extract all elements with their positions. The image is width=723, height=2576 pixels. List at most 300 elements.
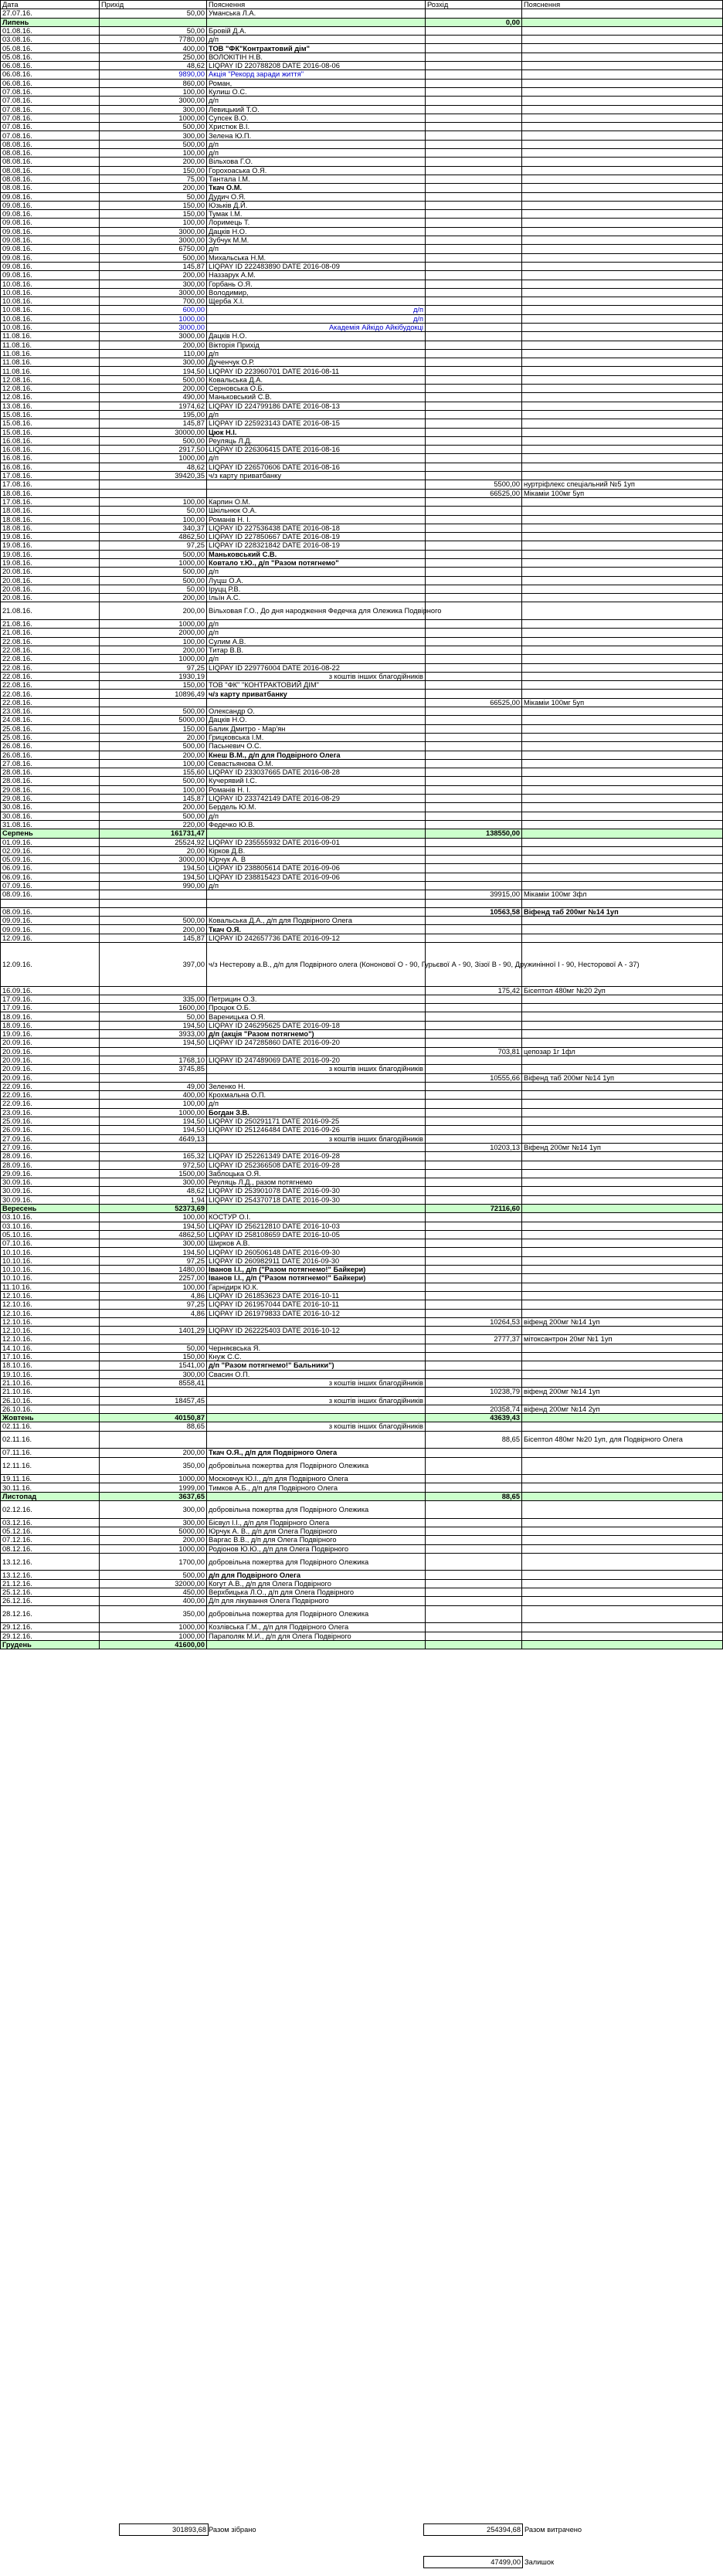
cell-expense[interactable]	[426, 1213, 522, 1222]
cell-income[interactable]: 200,00	[100, 594, 207, 602]
cell-date[interactable]: 18.09.16.	[1, 1021, 100, 1029]
cell-income-note[interactable]	[207, 1640, 426, 1649]
cell-date[interactable]: 07.08.16.	[1, 105, 100, 114]
cell-income[interactable]: 4,86	[100, 1309, 207, 1317]
cell-income-note[interactable]: LIQPAY ID 223960701 DATE 2016-08-11	[207, 367, 426, 375]
cell-date[interactable]: 30.09.16.	[1, 1195, 100, 1204]
cell-income[interactable]: 97,25	[100, 541, 207, 550]
cell-expense[interactable]	[426, 1039, 522, 1047]
cell-income[interactable]: 972,50	[100, 1161, 207, 1169]
cell-expense[interactable]	[426, 44, 522, 53]
cell-income[interactable]	[100, 1073, 207, 1082]
cell-date[interactable]: 08.08.16.	[1, 149, 100, 158]
cell-expense-note[interactable]: Бісептол 480мг №20 2уп	[522, 986, 723, 995]
cell-expense-note[interactable]	[522, 26, 723, 35]
cell-date[interactable]: 08.08.16.	[1, 140, 100, 148]
cell-date[interactable]: 22.09.16.	[1, 1091, 100, 1100]
cell-expense[interactable]	[426, 707, 522, 716]
cell-date[interactable]: 11.08.16.	[1, 358, 100, 367]
cell-expense[interactable]: 175,42	[426, 986, 522, 995]
header-date[interactable]: Дата	[1, 1, 100, 9]
cell-income-note[interactable]: LIQPAY ID 227536438 DATE 2016-08-18	[207, 524, 426, 532]
header-expense-note[interactable]: Пояснення	[522, 1, 723, 9]
cell-income[interactable]: 150,00	[100, 201, 207, 209]
cell-income[interactable]: 100,00	[100, 1283, 207, 1291]
cell-expense[interactable]	[426, 393, 522, 402]
cell-expense-note[interactable]	[522, 1021, 723, 1029]
cell-income-note[interactable]: LIQPAY ID 261979833 DATE 2016-10-12	[207, 1309, 426, 1317]
cell-expense[interactable]	[426, 1457, 522, 1475]
cell-income-note[interactable]: LIQPAY ID 238815423 DATE 2016-09-06	[207, 873, 426, 881]
cell-income-note[interactable]: LIQPAY ID 225923143 DATE 2016-08-15	[207, 419, 426, 428]
cell-income-note[interactable]: д/п "Разом потягнемо!" Бальники")	[207, 1361, 426, 1370]
cell-expense-note[interactable]	[522, 1483, 723, 1492]
cell-expense[interactable]	[426, 236, 522, 245]
cell-date[interactable]: 26.10.16.	[1, 1405, 100, 1413]
cell-date[interactable]: 03.10.16.	[1, 1222, 100, 1230]
cell-income[interactable]: 1480,00	[100, 1266, 207, 1274]
cell-date[interactable]: 22.08.16.	[1, 646, 100, 654]
cell-income[interactable]: 1974,62	[100, 402, 207, 410]
cell-income-note[interactable]: Гарнідирк Ю.К.	[207, 1283, 426, 1291]
cell-income[interactable]: 990,00	[100, 881, 207, 890]
cell-income[interactable]: 300,00	[100, 1178, 207, 1187]
cell-income[interactable]: 150,00	[100, 681, 207, 690]
cell-income-note[interactable]	[207, 899, 426, 907]
cell-expense[interactable]: 66525,00	[426, 698, 522, 707]
cell-income-note[interactable]: Луцш О.А.	[207, 576, 426, 585]
cell-expense-note[interactable]	[522, 803, 723, 812]
cell-income[interactable]: 350,00	[100, 1605, 207, 1623]
cell-date[interactable]: 21.08.16.	[1, 620, 100, 629]
cell-expense-note[interactable]	[522, 795, 723, 803]
cell-date[interactable]: 29.12.16.	[1, 1623, 100, 1632]
cell-income-note[interactable]: Титар В.В.	[207, 646, 426, 654]
cell-expense[interactable]	[426, 690, 522, 698]
cell-date[interactable]: 25.12.16.	[1, 1588, 100, 1597]
cell-income-note[interactable]: д/п	[207, 149, 426, 158]
cell-expense-note[interactable]	[522, 1108, 723, 1117]
cell-date[interactable]: 29.08.16.	[1, 785, 100, 794]
cell-income-note[interactable]: LIQPAY ID 238805614 DATE 2016-09-06	[207, 864, 426, 873]
cell-income-note[interactable]: д/п	[207, 314, 426, 323]
cell-income[interactable]: 100,00	[100, 759, 207, 768]
cell-income[interactable]: 145,87	[100, 262, 207, 270]
cell-expense[interactable]: 10238,79	[426, 1388, 522, 1396]
cell-expense[interactable]	[426, 672, 522, 680]
cell-income[interactable]: 500,00	[100, 742, 207, 751]
cell-income[interactable]: 1000,00	[100, 1108, 207, 1117]
cell-expense-note[interactable]	[522, 934, 723, 942]
cell-expense[interactable]	[426, 1291, 522, 1300]
cell-date[interactable]: 26.08.16.	[1, 751, 100, 759]
total-raised-value[interactable]: 301893,68	[119, 2523, 209, 2536]
cell-income[interactable]	[100, 986, 207, 995]
cell-income[interactable]: 1500,00	[100, 1169, 207, 1178]
cell-date[interactable]: 26.09.16.	[1, 1126, 100, 1134]
cell-income-note[interactable]: Левицький Т.О.	[207, 105, 426, 114]
cell-income[interactable]: 300,00	[100, 131, 207, 140]
cell-expense-note[interactable]	[522, 672, 723, 680]
cell-income[interactable]: 110,00	[100, 349, 207, 358]
cell-income[interactable]	[100, 489, 207, 497]
cell-expense-note[interactable]: Віфенд 200мг №14 1уп	[522, 1143, 723, 1151]
cell-date[interactable]: 09.08.16.	[1, 227, 100, 236]
cell-date[interactable]: 06.09.16.	[1, 864, 100, 873]
cell-income-note[interactable]: Роман,	[207, 79, 426, 87]
cell-income[interactable]: 450,00	[100, 1588, 207, 1597]
cell-expense[interactable]	[426, 838, 522, 846]
cell-expense[interactable]	[426, 576, 522, 585]
cell-income[interactable]: 700,00	[100, 297, 207, 306]
cell-expense[interactable]	[426, 1536, 522, 1544]
cell-expense[interactable]	[426, 410, 522, 419]
cell-expense[interactable]	[426, 1327, 522, 1335]
cell-income[interactable]: 1768,10	[100, 1056, 207, 1064]
cell-expense-note[interactable]	[522, 227, 723, 236]
cell-expense[interactable]	[426, 881, 522, 890]
cell-income[interactable]: 100,00	[100, 149, 207, 158]
cell-date[interactable]: 11.10.16.	[1, 1283, 100, 1291]
cell-date[interactable]: 07.08.16.	[1, 97, 100, 105]
cell-expense-note[interactable]: Мікаміи 100мг 5уп	[522, 698, 723, 707]
cell-date[interactable]: 26.08.16.	[1, 742, 100, 751]
cell-income[interactable]	[100, 899, 207, 907]
cell-expense[interactable]: 10555,66	[426, 1073, 522, 1082]
header-income-note[interactable]: Пояснення	[207, 1, 426, 9]
cell-expense-note[interactable]	[522, 402, 723, 410]
cell-income[interactable]: 100,00	[100, 785, 207, 794]
cell-income-note[interactable]	[207, 489, 426, 497]
cell-expense[interactable]	[426, 140, 522, 148]
cell-expense-note[interactable]	[522, 36, 723, 44]
cell-expense-note[interactable]	[522, 1597, 723, 1605]
cell-date[interactable]: 30.08.16.	[1, 812, 100, 820]
cell-income[interactable]: 50,00	[100, 26, 207, 35]
cell-expense[interactable]	[426, 1126, 522, 1134]
cell-expense[interactable]	[426, 785, 522, 794]
cell-income[interactable]: 9890,00	[100, 70, 207, 79]
cell-expense[interactable]	[426, 158, 522, 166]
cell-income[interactable]: 1,94	[100, 1195, 207, 1204]
cell-date[interactable]: 27.09.16.	[1, 1143, 100, 1151]
cell-date[interactable]: 02.09.16.	[1, 846, 100, 855]
cell-expense[interactable]	[426, 271, 522, 280]
cell-date[interactable]: 07.10.16.	[1, 1239, 100, 1248]
balance-value[interactable]: 47499,00	[423, 2556, 523, 2568]
cell-income-note[interactable]: LIQPAY ID 254370718 DATE 2016-09-30	[207, 1195, 426, 1204]
cell-expense-note[interactable]	[522, 393, 723, 402]
cell-income-note[interactable]: Володимир,	[207, 288, 426, 297]
cell-expense-note[interactable]: віфенд 200мг №14 1уп	[522, 1388, 723, 1396]
cell-expense-note[interactable]	[522, 716, 723, 724]
cell-income-note[interactable]: КОСТУР О.І.	[207, 1213, 426, 1222]
cell-income[interactable]: 100,00	[100, 1100, 207, 1108]
cell-date[interactable]: 11.08.16.	[1, 341, 100, 349]
cell-income-note[interactable]: добровільна пожертва для Подвірного Олежика	[207, 1605, 426, 1623]
cell-expense[interactable]	[426, 1266, 522, 1274]
cell-income[interactable]: 194,50	[100, 864, 207, 873]
cell-expense[interactable]	[426, 1108, 522, 1117]
cell-expense-note[interactable]	[522, 1553, 723, 1571]
cell-expense-note[interactable]	[522, 1492, 723, 1500]
cell-income-note[interactable]: Дученчук О.Р.	[207, 358, 426, 367]
cell-income-note[interactable]: Севастьянова О.М.	[207, 759, 426, 768]
cell-date[interactable]: 08.08.16.	[1, 175, 100, 183]
cell-expense-note[interactable]	[522, 1588, 723, 1597]
cell-date[interactable]: 17.08.16.	[1, 480, 100, 489]
cell-income-note[interactable]: LIQPAY ID 228321842 DATE 2016-08-19	[207, 541, 426, 550]
cell-income-note[interactable]: Вареницька О.Я.	[207, 1012, 426, 1021]
cell-income[interactable]: 500,00	[100, 140, 207, 148]
cell-expense[interactable]: 5500,00	[426, 480, 522, 489]
cell-income-note[interactable]: Горохоаська О.Я.	[207, 166, 426, 175]
cell-expense[interactable]	[426, 1640, 522, 1649]
cell-date[interactable]: 20.09.16.	[1, 1039, 100, 1047]
cell-income[interactable]	[100, 18, 207, 26]
cell-income-note[interactable]: Петрицин О.З.	[207, 995, 426, 1003]
cell-date[interactable]: 15.08.16.	[1, 419, 100, 428]
cell-expense[interactable]	[426, 1117, 522, 1126]
cell-expense-note[interactable]	[522, 1361, 723, 1370]
cell-expense-note[interactable]	[522, 1039, 723, 1047]
cell-expense[interactable]	[426, 1344, 522, 1352]
cell-income[interactable]: 32000,00	[100, 1579, 207, 1588]
cell-income-note[interactable]: Акція "Рекорд заради життя"	[207, 70, 426, 79]
cell-income[interactable]: 194,50	[100, 1021, 207, 1029]
cell-expense-note[interactable]	[522, 332, 723, 341]
cell-expense[interactable]: 0,00	[426, 18, 522, 26]
cell-income-note[interactable]	[207, 1047, 426, 1056]
cell-income-note[interactable]: Дацків Н.О.	[207, 227, 426, 236]
cell-expense[interactable]	[426, 446, 522, 454]
cell-income[interactable]: 397,00	[100, 943, 207, 987]
cell-income-note[interactable]: Кнуж С.С.	[207, 1353, 426, 1361]
cell-date[interactable]: 29.12.16.	[1, 1632, 100, 1640]
cell-income[interactable]: 1000,00	[100, 454, 207, 463]
cell-expense[interactable]	[426, 1065, 522, 1073]
cell-expense[interactable]	[426, 454, 522, 463]
cell-income-note[interactable]: Родіонов Ю.Ю., д/п для Олега Подвірного	[207, 1544, 426, 1553]
cell-income[interactable]: 400,00	[100, 44, 207, 53]
cell-expense[interactable]	[426, 253, 522, 262]
cell-income[interactable]: 8558,41	[100, 1378, 207, 1387]
cell-date[interactable]: 15.08.16.	[1, 410, 100, 419]
cell-expense-note[interactable]	[522, 114, 723, 122]
cell-income-note[interactable]: Процюк О.Б.	[207, 1004, 426, 1012]
cell-date[interactable]: 22.08.16.	[1, 663, 100, 672]
cell-date[interactable]: 10.10.16.	[1, 1266, 100, 1274]
cell-income-note[interactable]: Д/п для лікування Олега Подвірного	[207, 1597, 426, 1605]
cell-expense-note[interactable]	[522, 751, 723, 759]
cell-income[interactable]: 10896,49	[100, 690, 207, 698]
cell-expense[interactable]	[426, 1082, 522, 1090]
cell-income-note[interactable]: LIQPAY ID 222483890 DATE 2016-08-09	[207, 262, 426, 270]
cell-income[interactable]	[100, 890, 207, 899]
cell-date[interactable]: 05.08.16.	[1, 44, 100, 53]
cell-income-note[interactable]: Дацків Н.О.	[207, 716, 426, 724]
cell-income-note[interactable]: LIQPAY ID 229776004 DATE 2016-08-22	[207, 663, 426, 672]
cell-income[interactable]: 200,00	[100, 271, 207, 280]
cell-date[interactable]: 22.08.16.	[1, 681, 100, 690]
cell-expense[interactable]	[426, 1274, 522, 1283]
cell-expense-note[interactable]	[522, 463, 723, 471]
cell-expense[interactable]: 2777,37	[426, 1335, 522, 1344]
cell-expense[interactable]	[426, 629, 522, 637]
cell-income[interactable]	[100, 1335, 207, 1344]
cell-income-note[interactable]: Маньковський С.В.	[207, 550, 426, 558]
cell-income-note[interactable]: Іруцц Р.В.	[207, 585, 426, 593]
cell-expense-note[interactable]	[522, 236, 723, 245]
cell-income[interactable]: 220,00	[100, 820, 207, 829]
cell-date[interactable]: 30.08.16.	[1, 803, 100, 812]
cell-expense-note[interactable]	[522, 533, 723, 541]
cell-date[interactable]: 18.08.16.	[1, 524, 100, 532]
cell-expense-note[interactable]	[522, 1100, 723, 1108]
cell-date[interactable]: 20.09.16.	[1, 1073, 100, 1082]
cell-income[interactable]: 75,00	[100, 175, 207, 183]
cell-expense[interactable]	[426, 1544, 522, 1553]
cell-income-note[interactable]: Сулим А.В.	[207, 637, 426, 646]
cell-income[interactable]: 860,00	[100, 79, 207, 87]
cell-date[interactable]: 17.09.16.	[1, 995, 100, 1003]
cell-income[interactable]: 1000,00	[100, 114, 207, 122]
cell-date[interactable]: 21.08.16.	[1, 602, 100, 620]
cell-income[interactable]: 200,00	[100, 341, 207, 349]
cell-income[interactable]	[100, 480, 207, 489]
cell-date[interactable]: 19.11.16.	[1, 1475, 100, 1483]
cell-income[interactable]: 300,00	[100, 280, 207, 288]
cell-date[interactable]: 20.08.16.	[1, 594, 100, 602]
cell-expense-note[interactable]	[522, 1414, 723, 1422]
cell-income-note[interactable]: LIQPAY ID 233037665 DATE 2016-08-28	[207, 768, 426, 777]
cell-income[interactable]: 300,00	[100, 105, 207, 114]
cell-expense-note[interactable]	[522, 1449, 723, 1457]
cell-income[interactable]: 155,60	[100, 768, 207, 777]
cell-income-note[interactable]: Дудич О.Я.	[207, 192, 426, 201]
cell-expense[interactable]	[426, 995, 522, 1003]
cell-income-note[interactable]: з коштів інших благодійників	[207, 1396, 426, 1405]
cell-date[interactable]: 05.08.16.	[1, 53, 100, 61]
cell-expense-note[interactable]	[522, 663, 723, 672]
cell-date[interactable]: 09.08.16.	[1, 201, 100, 209]
cell-expense[interactable]	[426, 1501, 522, 1519]
cell-expense[interactable]	[426, 742, 522, 751]
cell-date[interactable]: 30.11.16.	[1, 1483, 100, 1492]
cell-expense[interactable]	[426, 733, 522, 741]
cell-expense-note[interactable]	[522, 1178, 723, 1187]
cell-expense-note[interactable]	[522, 1056, 723, 1064]
cell-income[interactable]: 340,37	[100, 524, 207, 532]
cell-income[interactable]: 48,62	[100, 62, 207, 70]
cell-expense-note[interactable]	[522, 314, 723, 323]
cell-expense-note[interactable]	[522, 210, 723, 219]
cell-expense-note[interactable]	[522, 620, 723, 629]
cell-income-note[interactable]: Бердель Ю.М.	[207, 803, 426, 812]
cell-income[interactable]: 50,00	[100, 1012, 207, 1021]
cell-expense[interactable]	[426, 1605, 522, 1623]
cell-expense[interactable]	[426, 1100, 522, 1108]
cell-expense-note[interactable]	[522, 1204, 723, 1212]
cell-income-note[interactable]: LIQPAY ID 253901078 DATE 2016-09-30	[207, 1187, 426, 1195]
cell-expense[interactable]: 10203,13	[426, 1143, 522, 1151]
cell-income[interactable]: 600,00	[100, 306, 207, 314]
cell-income-note[interactable]: LIQPAY ID 252261349 DATE 2016-09-28	[207, 1152, 426, 1161]
cell-expense[interactable]	[426, 550, 522, 558]
cell-expense-note[interactable]	[522, 1126, 723, 1134]
cell-expense-note[interactable]	[522, 44, 723, 53]
cell-date[interactable]: 07.11.16.	[1, 1449, 100, 1457]
cell-income[interactable]	[100, 1047, 207, 1056]
cell-income[interactable]: 7780,00	[100, 36, 207, 44]
cell-income-note[interactable]: Зелена Ю.П.	[207, 131, 426, 140]
cell-income-note[interactable]: д/п	[207, 97, 426, 105]
cell-expense-note[interactable]	[522, 724, 723, 733]
cell-income[interactable]: 500,00	[100, 375, 207, 384]
cell-income-note[interactable]: Маньковський С.В.	[207, 393, 426, 402]
cell-income[interactable]: 97,25	[100, 663, 207, 672]
cell-expense-note[interactable]	[522, 846, 723, 855]
cell-date[interactable]: 19.10.16.	[1, 1370, 100, 1378]
cell-expense-note[interactable]	[522, 53, 723, 61]
header-income[interactable]: Прихід	[100, 1, 207, 9]
cell-date[interactable]: 20.08.16.	[1, 576, 100, 585]
cell-expense[interactable]	[426, 917, 522, 925]
cell-date[interactable]: Жовтень	[1, 1414, 100, 1422]
cell-date[interactable]: 09.08.16.	[1, 271, 100, 280]
cell-date[interactable]: 08.08.16.	[1, 158, 100, 166]
cell-expense[interactable]	[426, 97, 522, 105]
cell-income-note[interactable]	[207, 1335, 426, 1344]
cell-date[interactable]: 06.08.16.	[1, 70, 100, 79]
cell-income[interactable]: 50,00	[100, 585, 207, 593]
cell-income[interactable]: 300,00	[100, 1501, 207, 1519]
cell-income-note[interactable]: Пасьневич О.С.	[207, 742, 426, 751]
cell-income[interactable]: 145,87	[100, 795, 207, 803]
cell-expense-note[interactable]	[522, 1501, 723, 1519]
cell-expense[interactable]	[426, 367, 522, 375]
cell-income-note[interactable]: Кнеш В.М., д/п для Подвірного Олега	[207, 751, 426, 759]
cell-expense[interactable]: 138550,00	[426, 829, 522, 838]
cell-income[interactable]: 194,50	[100, 1222, 207, 1230]
cell-expense[interactable]	[426, 184, 522, 192]
cell-date[interactable]: 29.08.16.	[1, 795, 100, 803]
cell-expense-note[interactable]	[522, 568, 723, 576]
cell-income-note[interactable]	[207, 698, 426, 707]
cell-expense-note[interactable]	[522, 1213, 723, 1222]
cell-income[interactable]: 100,00	[100, 1213, 207, 1222]
cell-date[interactable]: 29.09.16.	[1, 1169, 100, 1178]
cell-income-note[interactable]: Ковальська Д.А., д/п для Подвірного Олега	[207, 917, 426, 925]
cell-income[interactable]: 200,00	[100, 158, 207, 166]
cell-date[interactable]: 22.08.16.	[1, 655, 100, 663]
cell-expense-note[interactable]	[522, 742, 723, 751]
cell-date[interactable]: Серпень	[1, 829, 100, 838]
cell-expense[interactable]	[426, 385, 522, 393]
cell-income[interactable]: 490,00	[100, 393, 207, 402]
cell-date[interactable]: 21.10.16.	[1, 1388, 100, 1396]
cell-date[interactable]: 07.08.16.	[1, 114, 100, 122]
cell-expense[interactable]	[426, 1239, 522, 1248]
cell-income[interactable]: 40150,87	[100, 1414, 207, 1422]
cell-expense[interactable]	[426, 114, 522, 122]
cell-income[interactable]: 1000,00	[100, 1632, 207, 1640]
cell-income-note[interactable]: Заблоцька О.Я.	[207, 1169, 426, 1178]
cell-date[interactable]: 28.08.16.	[1, 777, 100, 785]
cell-income-note[interactable]	[207, 986, 426, 995]
cell-income[interactable]: 150,00	[100, 724, 207, 733]
cell-income-note[interactable]: Богдан З.В.	[207, 1108, 426, 1117]
